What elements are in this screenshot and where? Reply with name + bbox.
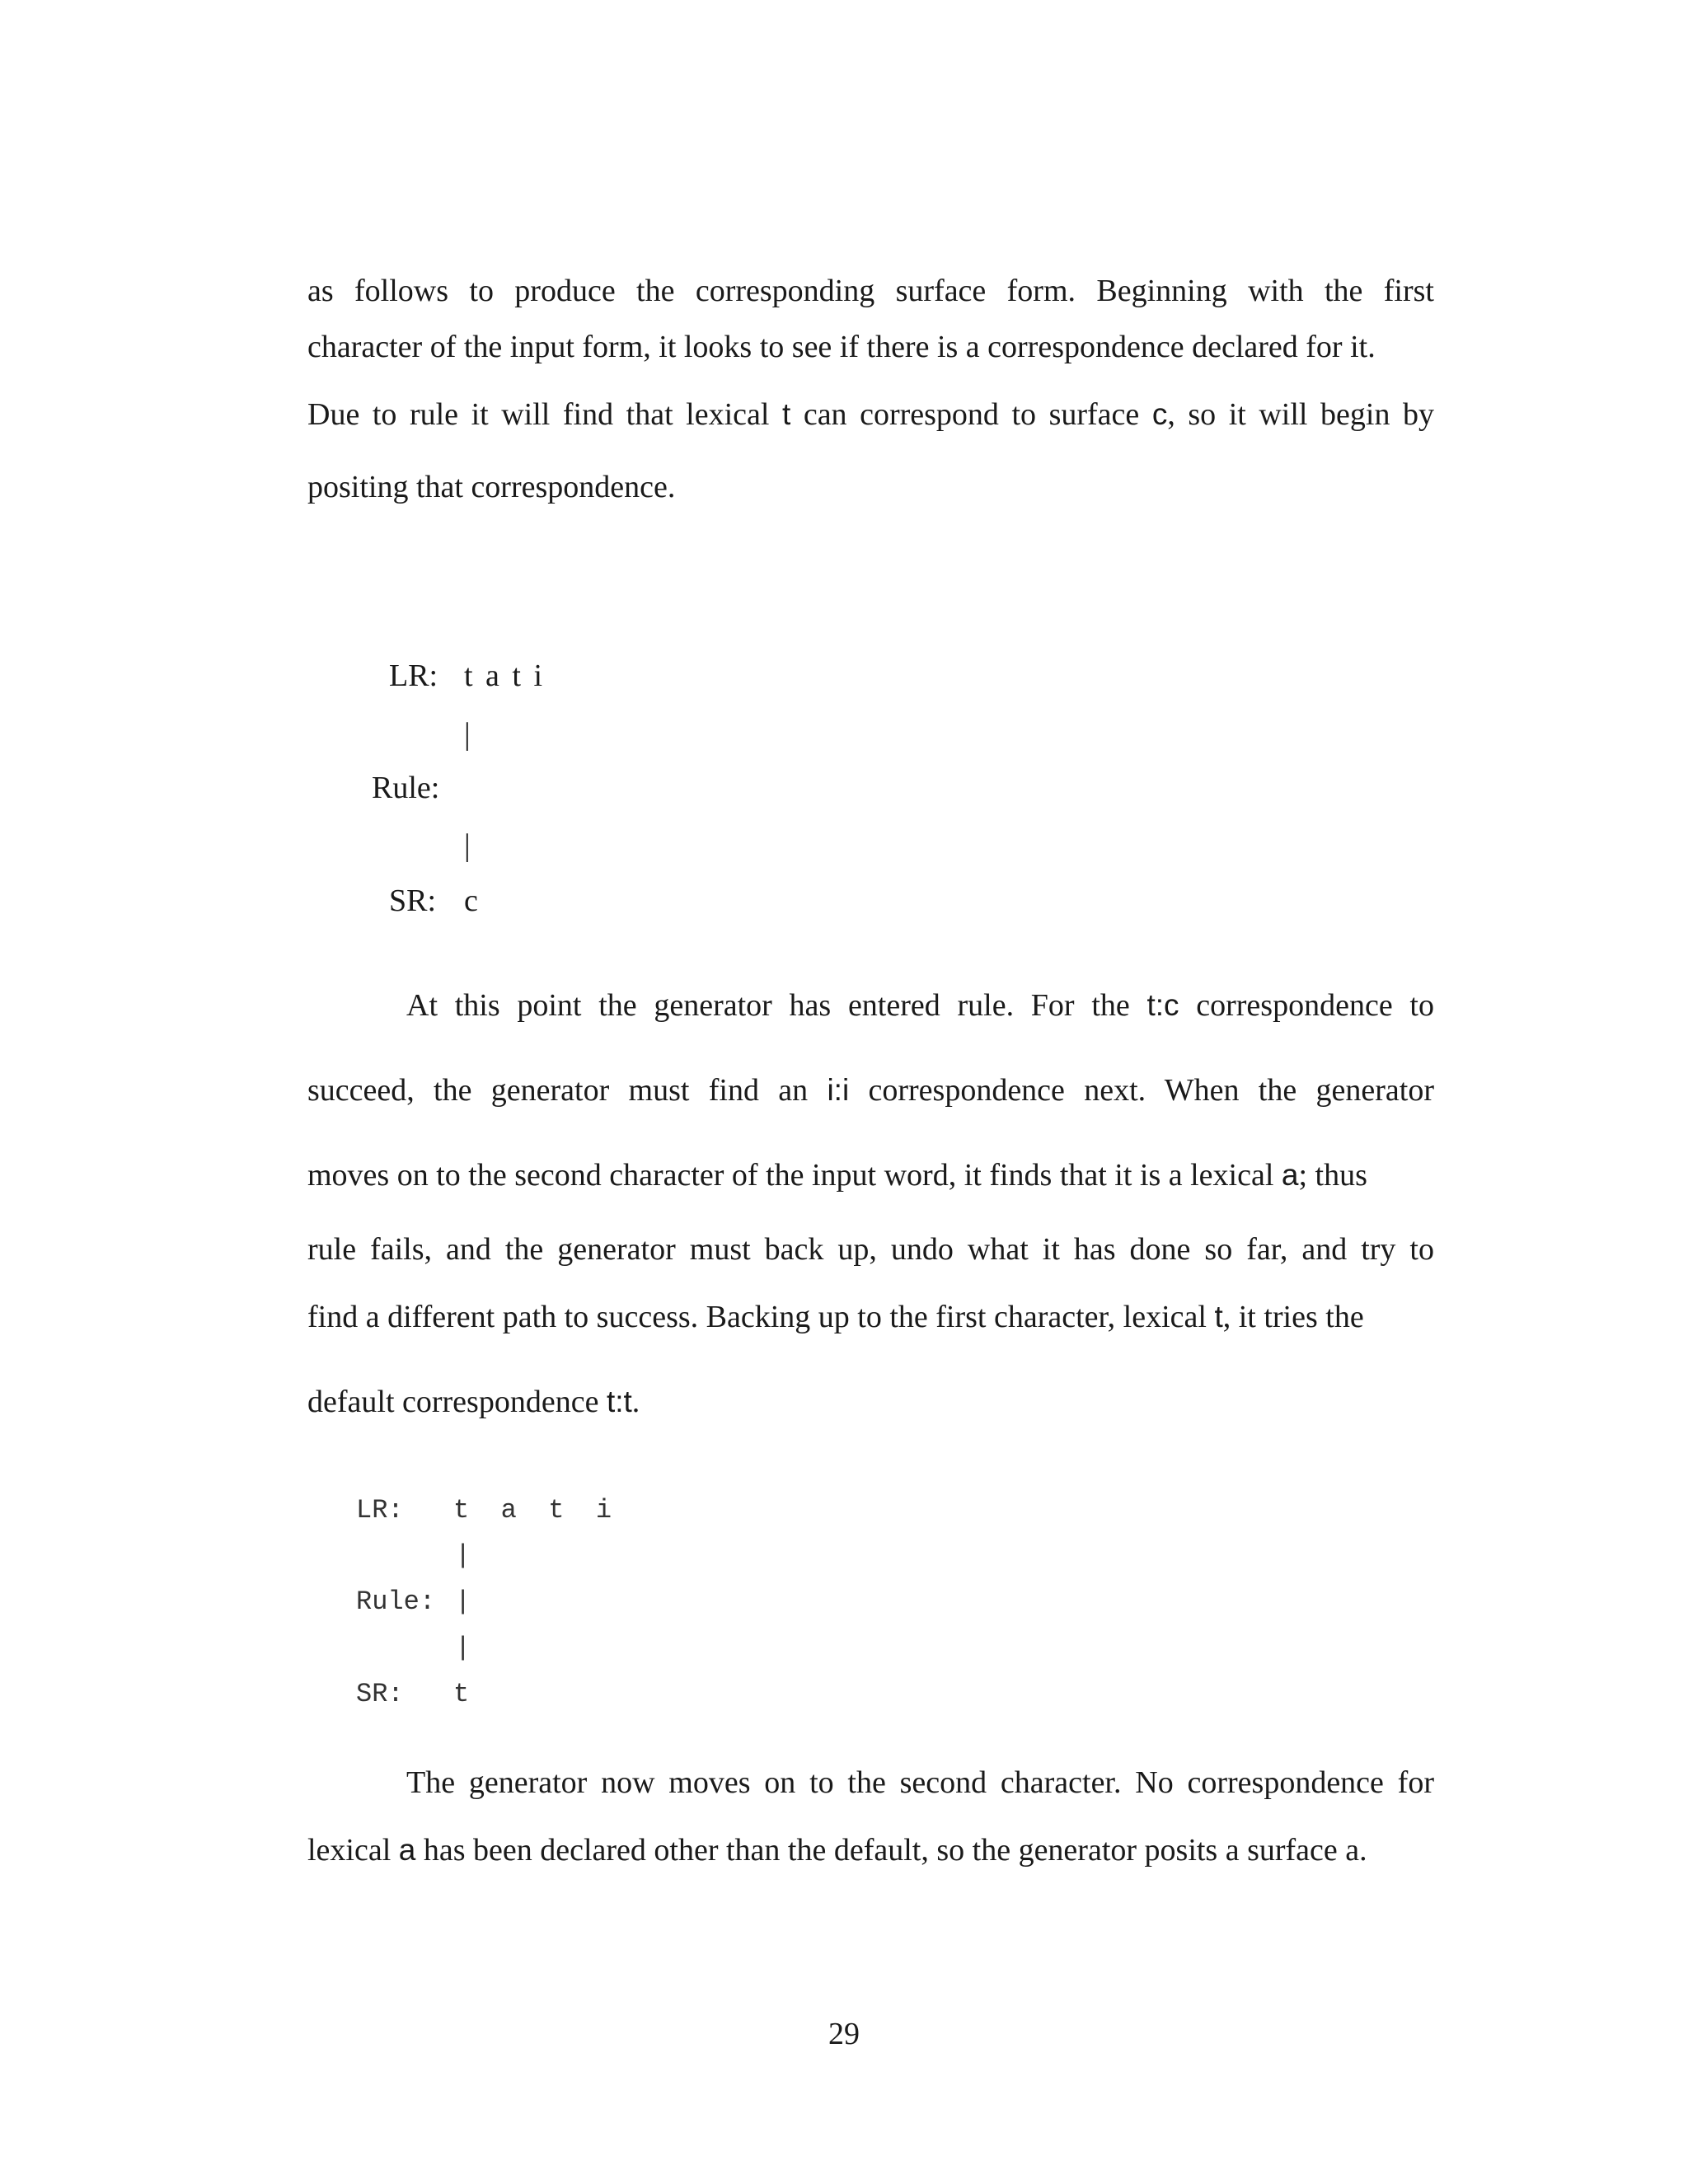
lr-label: LR:: [356, 1495, 404, 1526]
paragraph-3-line-1: [406, 1764, 1434, 1802]
lexical-symbol: a: [398, 1833, 416, 1867]
lr-label: LR:: [389, 658, 438, 693]
lexical-symbol: t: [782, 397, 791, 431]
correspondence-symbol: t:c: [1146, 988, 1179, 1022]
text-span: can correspond to surface: [790, 397, 1152, 432]
connector-bar-1: |: [455, 1540, 471, 1571]
text-span: has been declared other than the default, so the generator posits a surface a.: [415, 1833, 1367, 1868]
sr-label: SR:: [389, 883, 437, 918]
page-number: 29: [828, 2017, 860, 2051]
text-span: At this point the generator has entered rule. For the: [406, 988, 1147, 1023]
text-span: , it tries the: [1222, 1300, 1364, 1334]
rule-label: Rule:: [356, 1586, 436, 1617]
text-span: , so it will begin by: [1167, 397, 1434, 432]
text-span: lexical: [307, 1833, 399, 1868]
lr-value: t a t i: [464, 658, 543, 693]
sr-value: t: [453, 1679, 470, 1709]
paragraph-1-line-3: [307, 396, 1434, 434]
text-span: default correspondence: [307, 1385, 607, 1419]
text-span: correspondence next. When the generator: [849, 1073, 1434, 1108]
connector-bar-3: |: [455, 1633, 471, 1663]
text-span: positing that correspondence.: [307, 470, 676, 504]
paragraph-3-line-2: [307, 1831, 1434, 1869]
text-span: The generator now moves on to the second character. No correspondence for: [406, 1765, 1434, 1800]
text-span: character of the input form, it looks to see if there is a correspondence declared for it.: [307, 330, 1376, 364]
paragraph-2-line-4: [307, 1230, 1434, 1268]
sr-value: c: [464, 883, 478, 918]
paragraph-2-line-1: [406, 987, 1434, 1024]
paragraph-2-line-5: [307, 1298, 1434, 1336]
paragraph-1-line-4: [307, 468, 1434, 506]
lr-value: t a t i: [453, 1495, 612, 1526]
text-span: .: [631, 1385, 640, 1419]
lexical-symbol: a: [1281, 1158, 1299, 1192]
rule-label: Rule:: [372, 771, 440, 805]
text-span: succeed, the generator must find an: [307, 1073, 828, 1108]
correspondence-symbol: i:i: [827, 1073, 850, 1107]
text-span: Due to rule it will find that lexical: [307, 397, 782, 432]
paragraph-2-line-6: [307, 1383, 1434, 1421]
paragraph-1-line-1: [307, 272, 1434, 310]
sr-label: SR:: [356, 1679, 404, 1709]
text-span: moves on to the second character of the input word, it finds that it is a lexical: [307, 1158, 1282, 1193]
paragraph-2-line-3: [307, 1156, 1434, 1194]
connector-bar-top: |: [464, 717, 471, 752]
text-span: correspondence to: [1179, 988, 1434, 1023]
paragraph-2-line-2: [307, 1071, 1434, 1109]
lexical-symbol: t: [1214, 1300, 1223, 1333]
text-span: as follows to produce the corresponding surface form. Beginning with the first: [307, 274, 1434, 308]
text-span: rule fails, and the generator must back up, undo what it has done so far, and try to: [307, 1232, 1434, 1267]
connector-bar-2: |: [455, 1586, 471, 1617]
paragraph-1-line-2: [307, 328, 1434, 366]
text-span: ; thus: [1298, 1158, 1367, 1193]
correspondence-symbol: t:t: [606, 1385, 632, 1418]
text-span: find a different path to success. Backing up to the first character, lexical: [307, 1300, 1215, 1334]
connector-bar-bottom: |: [464, 828, 471, 863]
surface-symbol: c: [1151, 397, 1168, 431]
